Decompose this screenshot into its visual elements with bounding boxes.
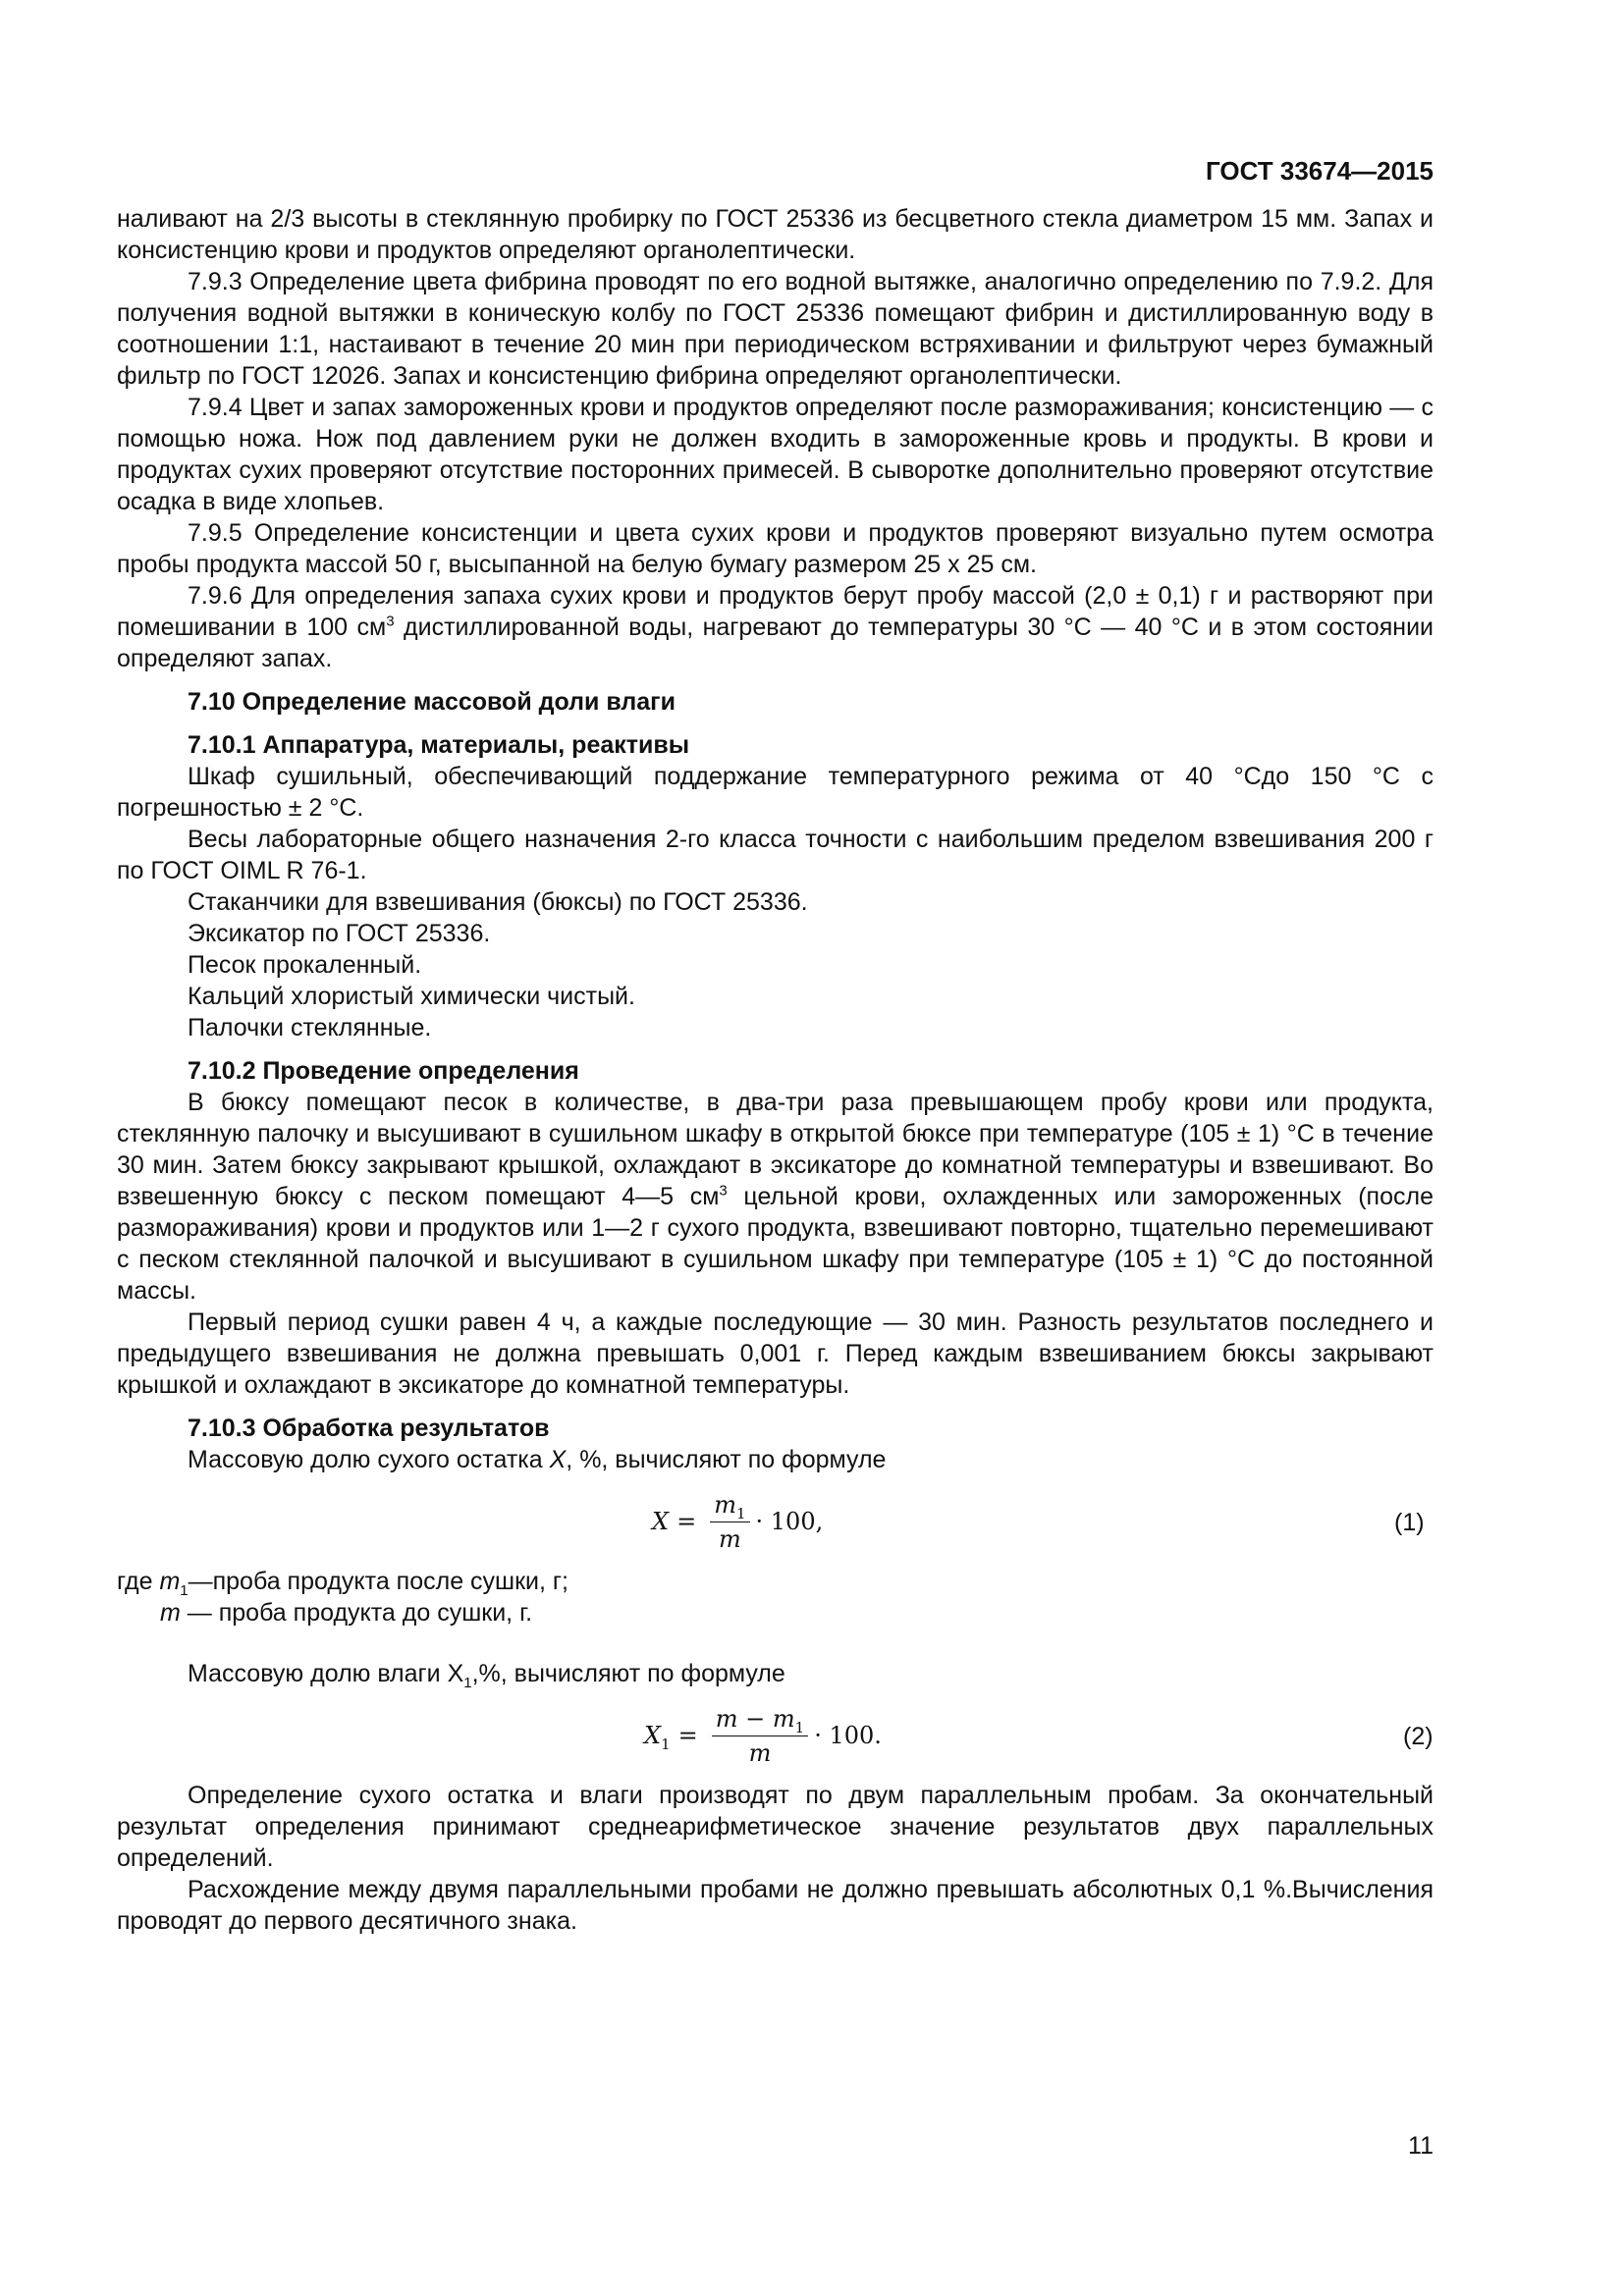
minus-sign: − xyxy=(737,1704,773,1733)
formula-2-numerator xyxy=(712,1704,808,1736)
paragraph-text: дистиллированной воды, нагревают до температуры 30 °С — 40 °С и в этом состоянии определяют запах. xyxy=(117,614,1434,672)
paragraph-divergence: Расхождение между двумя параллельными пробами не должно превышать абсолютных 0,1 %.Вычисления проводят до первого десятичного знака. xyxy=(117,1876,1434,1935)
formula-2-tail: · 100. xyxy=(814,1722,882,1749)
paragraph: наливают на 2/3 высоты в стеклянную пробирку по ГОСТ 25336 из бесцветного стекла диаметром 15 мм. Запах и консистенцию крови и продуктов определяют органолептически. xyxy=(117,205,1434,264)
numerator-sub: 1 xyxy=(735,1504,746,1522)
variable: m xyxy=(160,1599,181,1627)
document-header: ГОСТ 33674—2015 xyxy=(1206,156,1434,186)
formula-2 xyxy=(117,1697,1434,1774)
section-heading-7-10-2: 7.10.2 Проведение определения xyxy=(188,1057,579,1085)
paragraph-7-9-5: 7.9.5 Определение консистенции и цвета сухих крови и продуктов проверяют визуально путем осмотра пробы продукта массой 50 г, высыпанной на белую бумагу размером 25 х 25 см. xyxy=(117,519,1434,578)
equipment-item: Стаканчики для взвешивания (бюксы) по ГОСТ 25336. xyxy=(188,888,808,916)
subscript: 1 xyxy=(180,1582,189,1599)
variable: m xyxy=(159,1568,181,1595)
formula-1-denominator: m xyxy=(718,1524,741,1553)
formula-1-expression xyxy=(652,1483,823,1560)
formula-1-tail: · 100, xyxy=(755,1508,824,1535)
formula-1-fraction xyxy=(710,1490,749,1554)
legend-text: — проба продукта до сушки, г. xyxy=(180,1599,533,1627)
paragraph-formula-intro-2 xyxy=(117,1658,1434,1689)
lhs-var: X xyxy=(644,1722,662,1749)
formula-1 xyxy=(117,1483,1434,1560)
equipment-item: Эксикатор по ГОСТ 25336. xyxy=(188,920,491,947)
paragraph-text: ,%, вычисляют по формуле xyxy=(471,1660,785,1687)
formula-1-numerator xyxy=(710,1490,749,1522)
numerator-var: m xyxy=(772,1704,795,1733)
legend-text: —проба продукта после сушки, г; xyxy=(188,1568,568,1595)
formula-1-number: (1) xyxy=(1394,1509,1425,1536)
paragraph-drying-period: Первый период сушки равен 4 ч, а каждые последующие — 30 мин. Разность результатов последнего и предыдущего взвешивания не должна превышать 0,001 г. Перед каждым взвешиванием бюксы закрывают крышкой и охлаждают в эксикаторе до комнатной температуры. xyxy=(117,1308,1434,1399)
section-heading-7-10: 7.10 Определение массовой доли влаги xyxy=(188,688,676,716)
paragraph-dryer: Шкаф сушильный, обеспечивающий поддержание температурного режима от 40 °Сдо 150 °С с погрешностью ± 2 °С. xyxy=(117,763,1434,822)
formula-2-number: (2) xyxy=(1403,1723,1434,1750)
numerator-sub: 1 xyxy=(794,1718,805,1736)
paragraph-text: , %, вычисляют по формуле xyxy=(566,1446,887,1473)
numerator-var: m xyxy=(714,1490,736,1519)
lhs-sub: 1 xyxy=(661,1735,671,1753)
numerator-var: m xyxy=(715,1704,738,1733)
paragraph-7-9-4: 7.9.4 Цвет и запах замороженных крови и продуктов определяют после размораживания; консистенцию — с помощью ножа. Нож под давлением руки не должен входить в замороженные кровь и продукты. В крови и продуктах сухих проверяют отсутствие посторонних примесей. В сыворотке дополнительно проверяют отсутствие осадка в виде хлопьев. xyxy=(117,394,1434,515)
paragraph-text: В бюксу помещают песок в количестве, в два-три раза превышающем пробу крови или продукта, стеклянную палочку и высушивают в сушильном шкафу в открытой бюксе при температуре (105 ± 1) °С в течение 30 мин. Затем бюксу закрывают крышкой, охлаждают в эксикаторе до комнатной температуры и взвешивают. Во взвешенную бюксу с песком помещают 4—5 см xyxy=(117,1089,1434,1210)
legend-line-1 xyxy=(117,1566,1434,1597)
legend-line-2 xyxy=(117,1597,1434,1629)
formula-1-equals: = xyxy=(676,1508,697,1535)
paragraph-formula-intro-1 xyxy=(117,1444,1434,1475)
formula-2-expression xyxy=(644,1697,882,1774)
paragraph-parallel-samples: Определение сухого остатка и влаги производят по двум параллельным пробам. За окончательный результат определения принимают среднеарифметическое значение результатов двух параллельных определений. xyxy=(117,1782,1434,1872)
equipment-item: Кальций хлористый химически чистый. xyxy=(188,983,635,1010)
subscript: 1 xyxy=(463,1675,472,1691)
paragraph-7-9-6 xyxy=(117,580,1434,674)
paragraph-text: Массовую долю влаги X xyxy=(188,1660,464,1687)
document-body xyxy=(117,203,1434,1937)
paragraph-text: цельной крови, охлажденных или замороженных (после размораживания) крови и продуктов или 1—2 г сухого продукта, взвешивают повторно, тщательно перемешивают с песком стеклянной палочкой и высушивают в сушильном шкафу при температуре (105 ± 1) °С до постоянной массы. xyxy=(117,1183,1434,1305)
formula-2-lhs xyxy=(644,1720,671,1751)
variable: X xyxy=(549,1446,567,1473)
formula-2-equals: = xyxy=(677,1722,698,1749)
section-heading-7-10-3: 7.10.3 Обработка результатов xyxy=(188,1415,550,1442)
formula-1-lhs: X xyxy=(652,1508,670,1535)
paragraph-scales: Весы лабораторные общего назначения 2-го класса точности с наибольшим пределом взвешивания 200 г по ГОСТ OIML R 76-1. xyxy=(117,826,1434,884)
formula-2-denominator: m xyxy=(748,1738,772,1767)
section-heading-7-10-1: 7.10.1 Аппаратура, материалы, реактивы xyxy=(188,731,690,759)
legend-prefix: где xyxy=(117,1568,160,1595)
spacer xyxy=(117,1629,1434,1658)
page-number: 11 xyxy=(1408,2132,1434,2160)
equipment-item: Палочки стеклянные. xyxy=(188,1014,432,1041)
superscript: 3 xyxy=(719,1182,728,1200)
paragraph-text: Массовую долю сухого остатка xyxy=(188,1446,550,1473)
formula-2-fraction xyxy=(712,1704,808,1768)
superscript: 3 xyxy=(386,613,395,630)
paragraph-7-9-3: 7.9.3 Определение цвета фибрина проводят по его водной вытяжке, аналогично определению по 7.9.2. Для получения водной вытяжки в коническую колбу по ГОСТ 25336 помещают фибрин и дистиллированную воду в соотношении 1:1, настаивают в течение 20 мин при периодическом встряхивании и фильтруют через бумажный фильтр по ГОСТ 12026. Запах и консистенцию фибрина определяют органолептически. xyxy=(117,268,1434,390)
paragraph-procedure xyxy=(117,1087,1434,1307)
paragraph-text: 7.9.6 Для определения запаха сухих крови и продуктов берут пробу массой (2,0 ± 0,1) г и растворяют при помешивании в 100 см xyxy=(117,582,1434,641)
equipment-item: Песок прокаленный. xyxy=(188,951,422,979)
